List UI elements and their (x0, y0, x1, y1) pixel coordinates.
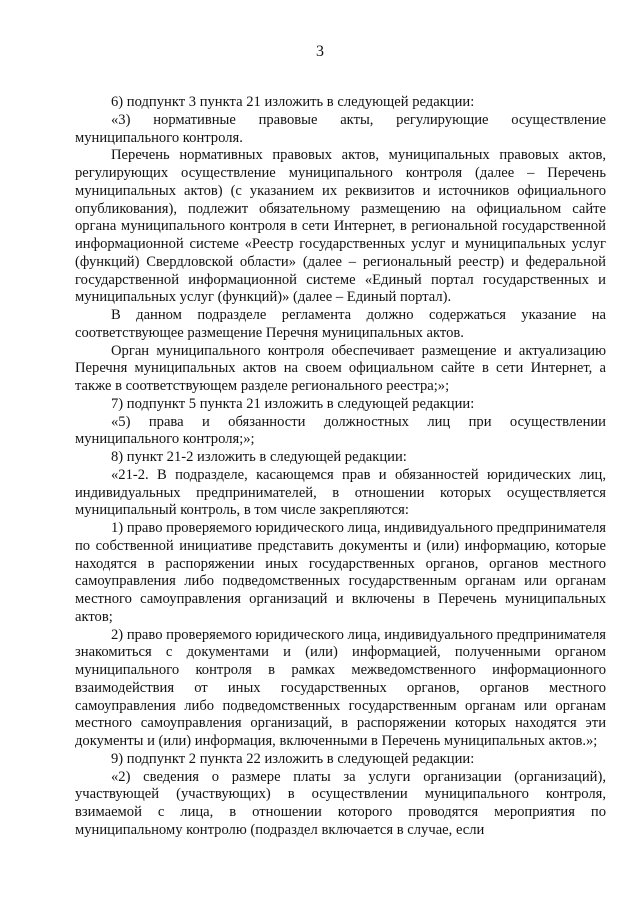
paragraph: В данном подразделе регламента должно содержаться указание на соответствующее размещение Перечня муниципальных актов. (75, 307, 606, 341)
page-number: 3 (316, 43, 324, 60)
paragraph: Перечень нормативных правовых актов, муниципальных правовых актов, регулирующих осуществление муниципального контроля (далее – Перечень муниципальных актов) (с указанием их реквизитов и источников официального опубликования), подлежит обязательному размещению на официальном сайте органа муниципального контроля в сети Интернет, в региональной государственной информационной системе «Реестр государственных услуг и муниципальных услуг (функций) Свердловской области» (далее – региональный реестр) и федеральной государственной информационной системе «Единый портал государственных и муниципальных услуг (функций)» (далее – Единый портал). (75, 147, 606, 306)
paragraph: 2) право проверяемого юридического лица, индивидуального предпринимателя знакомиться с документами и (или) информацией, полученными органом муниципального контроля в рамках межведомственного информационного взаимодействия от иных государственных органов, органов местного самоуправления либо подведомственных государственным органам или органам местного самоуправления организаций, в распоряжении которых находятся эти документы и (или) информация, включенными в Перечень муниципальных актов.»; (75, 626, 606, 749)
paragraph: 9) подпункт 2 пункта 22 изложить в следующей редакции: (111, 750, 475, 767)
paragraph: Орган муниципального контроля обеспечивает размещение и актуализацию Перечня муниципальных актов на своем официальном сайте в сети Интернет, а также в соответствующем разделе регионального реестра;»; (75, 342, 606, 394)
document-body (75, 94, 606, 840)
paragraph: 7) подпункт 5 пункта 21 изложить в следующей редакции: (111, 395, 475, 412)
paragraph: «2) сведения о размере платы за услуги организации (организаций), участвующей (участвующих) в осуществлении муниципального контроля, взимаемой с лица, в отношении которого проводятся мероприятия по муниципальному контролю (подраздел включается в случае, если (75, 768, 606, 838)
paragraph: 6) подпункт 3 пункта 21 изложить в следующей редакции: (111, 94, 475, 110)
paragraph: «5) права и обязанности должностных лиц при осуществлении муниципального контроля;»; (75, 413, 606, 448)
paragraph: «21-2. В подразделе, касающемся прав и обязанностей юридических лиц, индивидуальных предпринимателей, в отношении которых осуществляется муниципальный контроль, в том числе закрепляются: (75, 466, 606, 519)
paragraph: 8) пункт 21-2 изложить в следующей редакции: (111, 449, 407, 465)
paragraph: 1) право проверяемого юридического лица, индивидуального предпринимателя по собственной инициативе представить документы и (или) информацию, которые находятся в распоряжении иных государственных органов, органов местного самоуправления либо подведомственных государственным органам или органам местного самоуправления организаций и включены в Перечень муниципальных актов; (75, 520, 606, 625)
paragraph: «3) нормативные правовые акты, регулирующие осуществление муниципального контроля. (75, 111, 606, 146)
